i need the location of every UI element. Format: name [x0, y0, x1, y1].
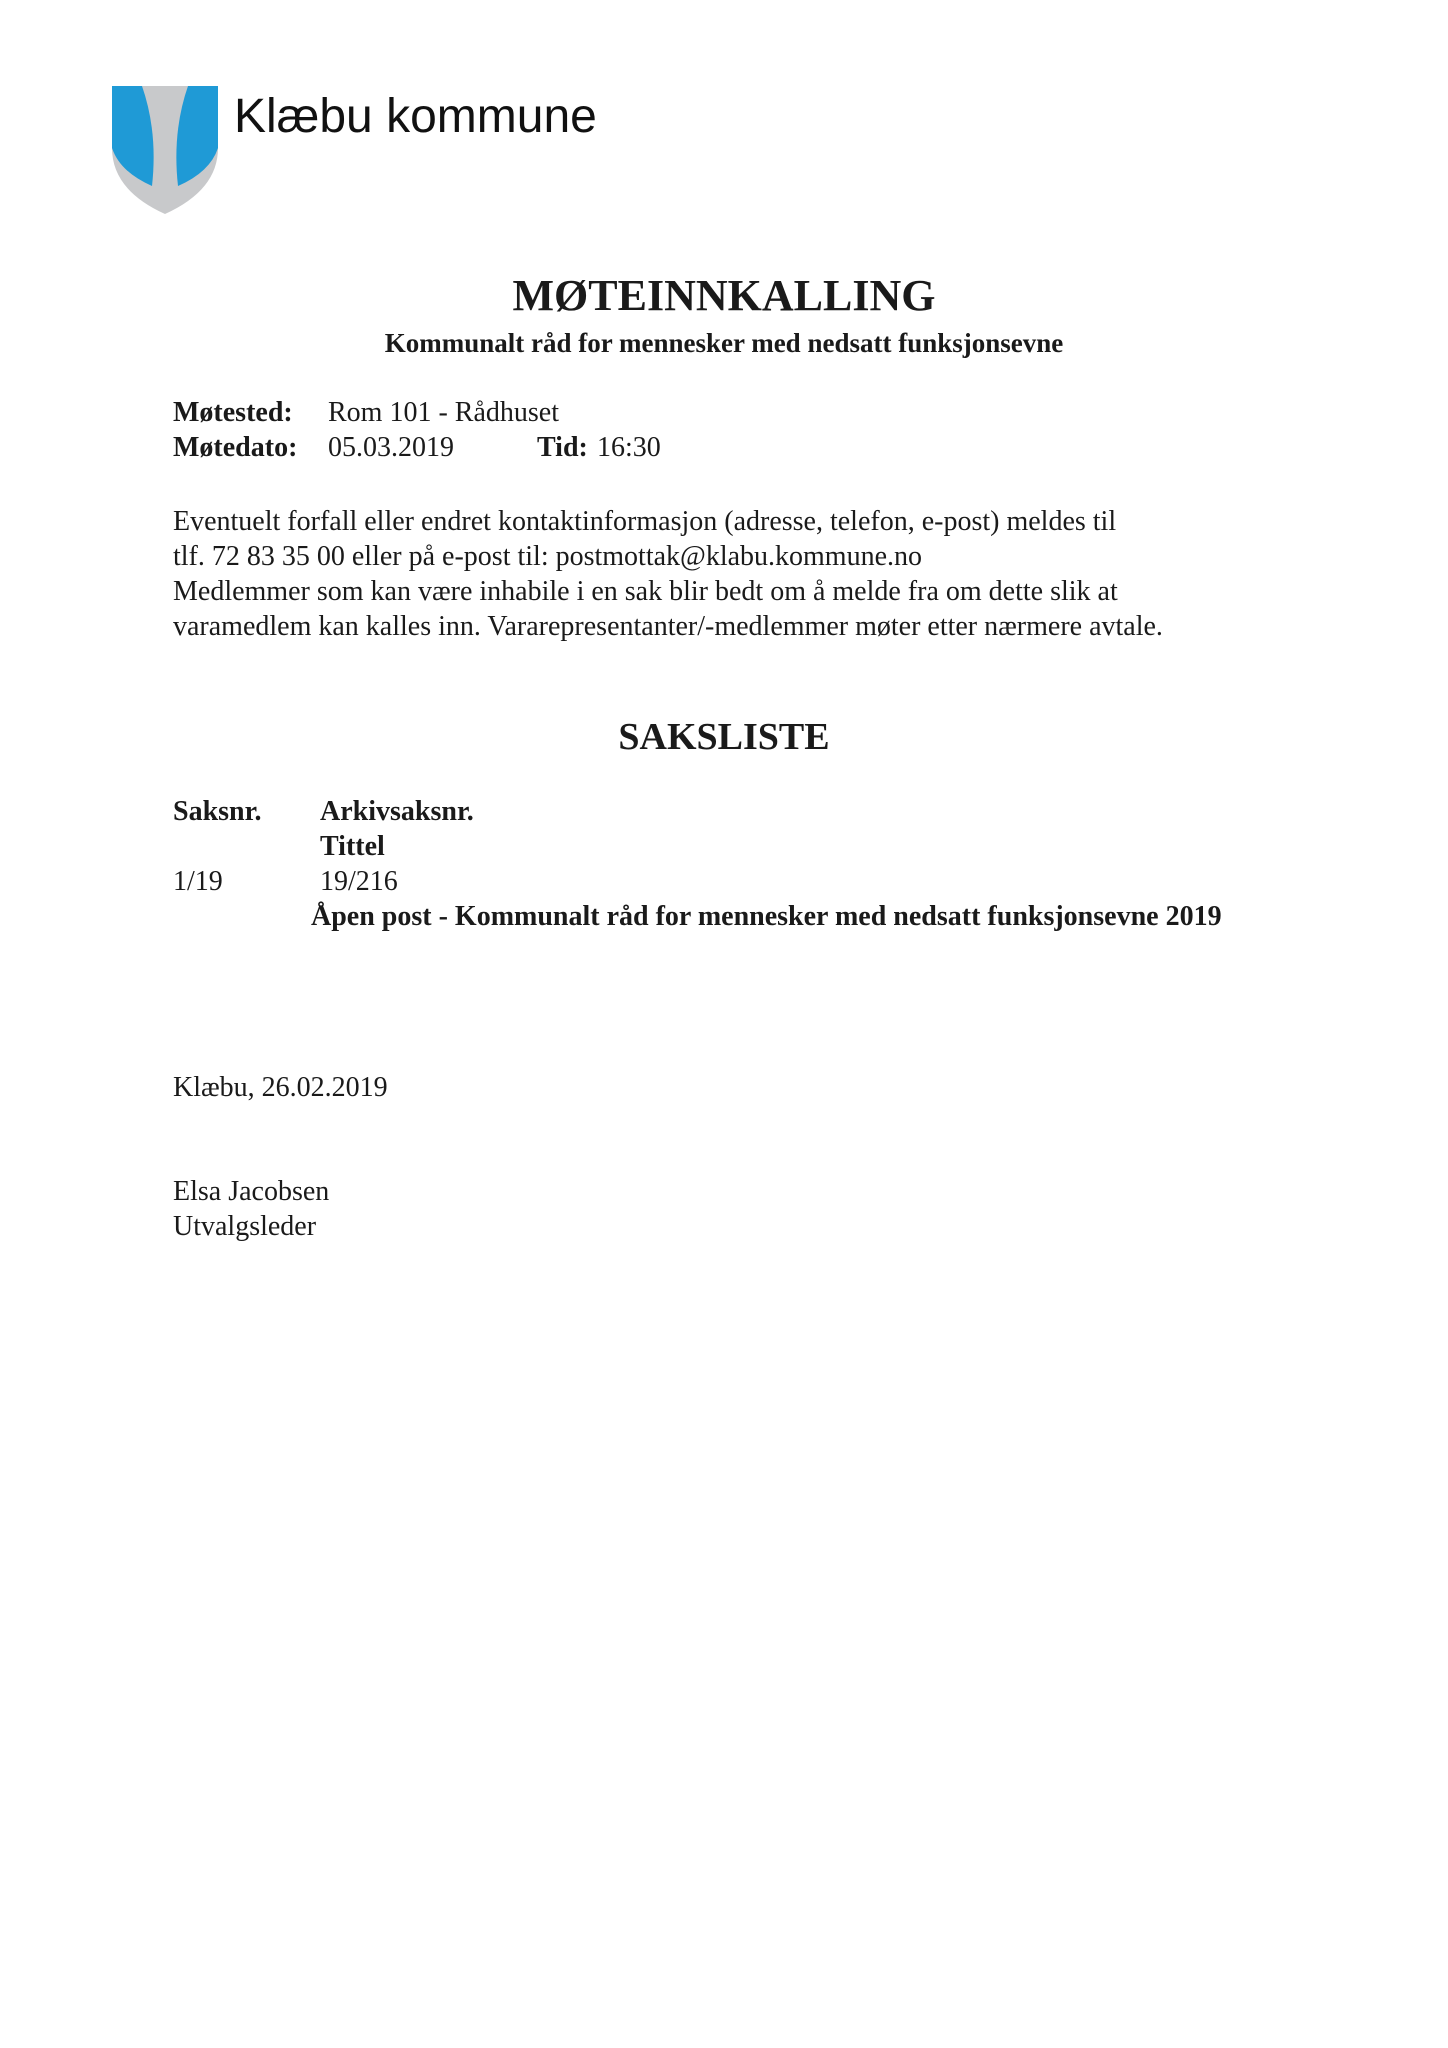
- document-title: MØTEINNKALLING: [512, 271, 936, 320]
- agenda-header-saksnr: Saksnr.: [173, 796, 262, 827]
- signer-name: Elsa Jacobsen: [173, 1176, 330, 1207]
- agenda-item-saksnr: 1/19: [173, 866, 223, 897]
- meeting-date-label: Møtedato:: [173, 432, 298, 463]
- meeting-place-label: Møtested:: [173, 397, 293, 428]
- document-subtitle: Kommunalt råd for mennesker med nedsatt funksjonsevne: [384, 328, 1064, 358]
- agenda-header-tittel: Tittel: [320, 831, 385, 862]
- meeting-time-value: 16:30: [597, 432, 661, 463]
- meeting-time-label: Tid:: [537, 432, 588, 463]
- agenda-item-arkivsaksnr: 19/216: [320, 866, 398, 897]
- agenda-header-arkivsaksnr: Arkivsaksnr.: [320, 796, 474, 827]
- meeting-date-value: 05.03.2019: [328, 432, 454, 463]
- municipality-name: Klæbu kommune: [234, 90, 597, 143]
- municipality-coat-of-arms-logo: [112, 86, 218, 214]
- notice-line-2: tlf. 72 83 35 00 eller på e-post til: postmottak@klabu.kommune.no: [173, 541, 923, 572]
- notice-line-1: Eventuelt forfall eller endret kontaktinformasjon (adresse, telefon, e-post) meldes til: [173, 506, 1117, 537]
- signature-place-date: Klæbu, 26.02.2019: [173, 1072, 388, 1103]
- notice-line-4: varamedlem kan kalles inn. Vararepresentanter/-medlemmer møter etter nærmere avtale.: [173, 611, 1163, 642]
- agenda-item-title: Åpen post - Kommunalt råd for mennesker med nedsatt funksjonsevne 2019: [311, 901, 1222, 932]
- agenda-title: SAKSLISTE: [618, 716, 830, 758]
- notice-line-3: Medlemmer som kan være inhabile i en sak blir bedt om å melde fra om dette slik at: [173, 576, 1118, 607]
- meeting-place-value: Rom 101 - Rådhuset: [328, 397, 559, 428]
- signer-title: Utvalgsleder: [173, 1211, 317, 1242]
